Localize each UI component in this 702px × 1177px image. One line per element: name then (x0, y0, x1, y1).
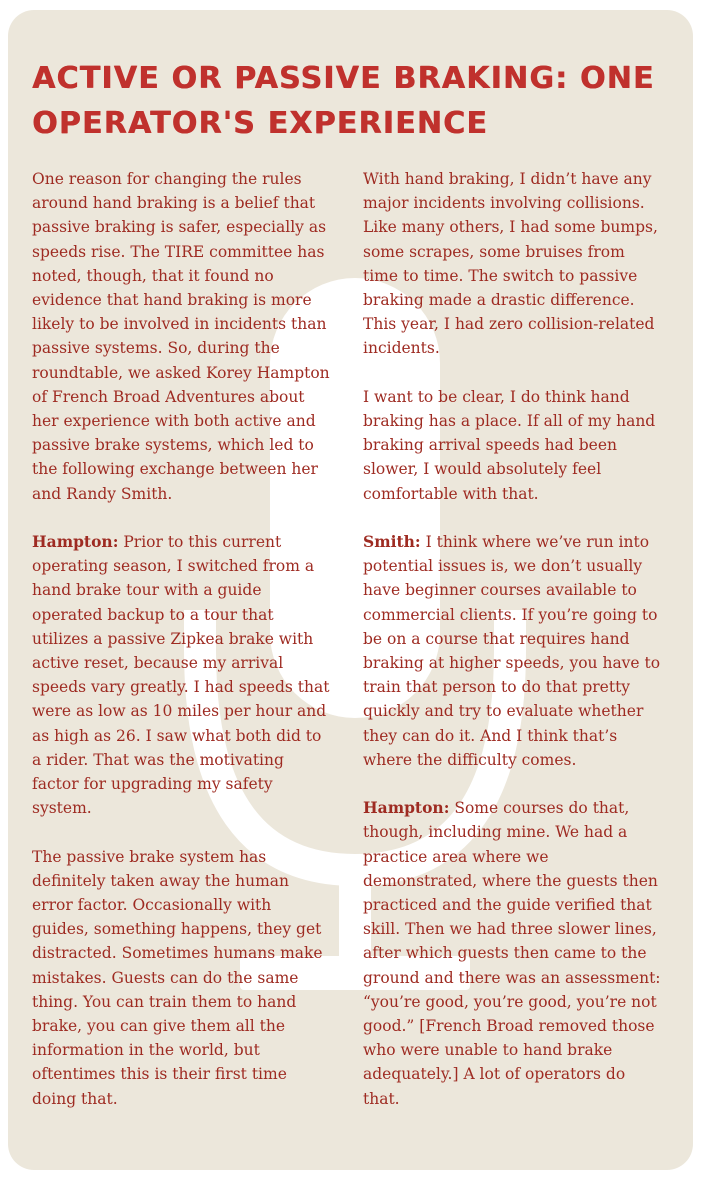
passive-system-paragraph: The passive brake system has definitely taken away the human error factor. Occasionally with guides, something happens, they get distracted. Sometimes humans make mistakes. Guests can do the same thing. You can train them to hand brake, you can give them all the information in the world, but oftentimes this is their first time doing that. (32, 847, 323, 1108)
clarification-paragraph: I want to be clear, I do think hand braking has a place. If all of my hand braking arrival speeds had been slower, I would absolutely feel comfortable with that. (363, 387, 656, 503)
right-column (363, 167, 663, 1135)
left-column (32, 167, 332, 1135)
speaker-label-smith: Smith: (363, 532, 421, 552)
hampton-answer-text: Prior to this current operating season, I switched from a hand brake tour with a guide operated backup to a tour that utilizes a passive Zipkea brake with active reset, because my arrival speeds vary greatly. I had speeds that were as low as 10 miles per hour and as high as 26. I saw what both did to a rider. That was the motivating factor for upgrading my safety system. (32, 533, 330, 818)
hampton-reply-text: Some courses do that, though, including mine. We had a practice area where we demonstrated, where the guests then practiced and the guide verified that skill. Then we had three slower lines, after which guests then came to the ground and there was an assessment: “you’re good, you’re good, you’re not good.” [French Broad removed those who were unable to hand brake adequately.] A lot of operators do that. (363, 799, 661, 1108)
sidebar-card (8, 10, 693, 1170)
intro-paragraph: One reason for changing the rules around hand braking is a belief that passive braking is safer, especially as speeds rise. The TIRE committee has noted, though, that it found no evidence that hand braking is more likely to be involved in incidents than passive systems. So, during the roundtable, we asked Korey Hampton of French Broad Adventures about her experience with both active and passive brake systems, which led to the following exchange between her and Randy Smith. (32, 170, 330, 503)
hampton-reply-paragraph (363, 796, 663, 1111)
smith-answer-paragraph (363, 530, 663, 772)
hampton-answer-paragraph (32, 530, 332, 820)
sidebar-title: ACTIVE OR PASSIVE BRAKING: ONE OPERATOR'S EXPERIENCE (32, 61, 655, 141)
speaker-label-hampton: Hampton: (32, 532, 119, 552)
speaker-label-hampton-reply: Hampton: (363, 798, 450, 818)
smith-answer-text: I think where we’ve run into potential issues is, we don’t usually have beginner courses available to commercial clients. If you’re going to be on a course that requires hand braking at higher speeds, you have to train that person to do that pretty quickly and try to evaluate whether they can do it. And I think that’s where the difficulty comes. (363, 533, 661, 769)
hand-braking-paragraph: With hand braking, I didn’t have any major incidents involving collisions. Like many others, I had some bumps, some scrapes, some bruises from time to time. The switch to passive braking made a drastic difference. This year, I had zero collision-related incidents. (363, 170, 658, 358)
